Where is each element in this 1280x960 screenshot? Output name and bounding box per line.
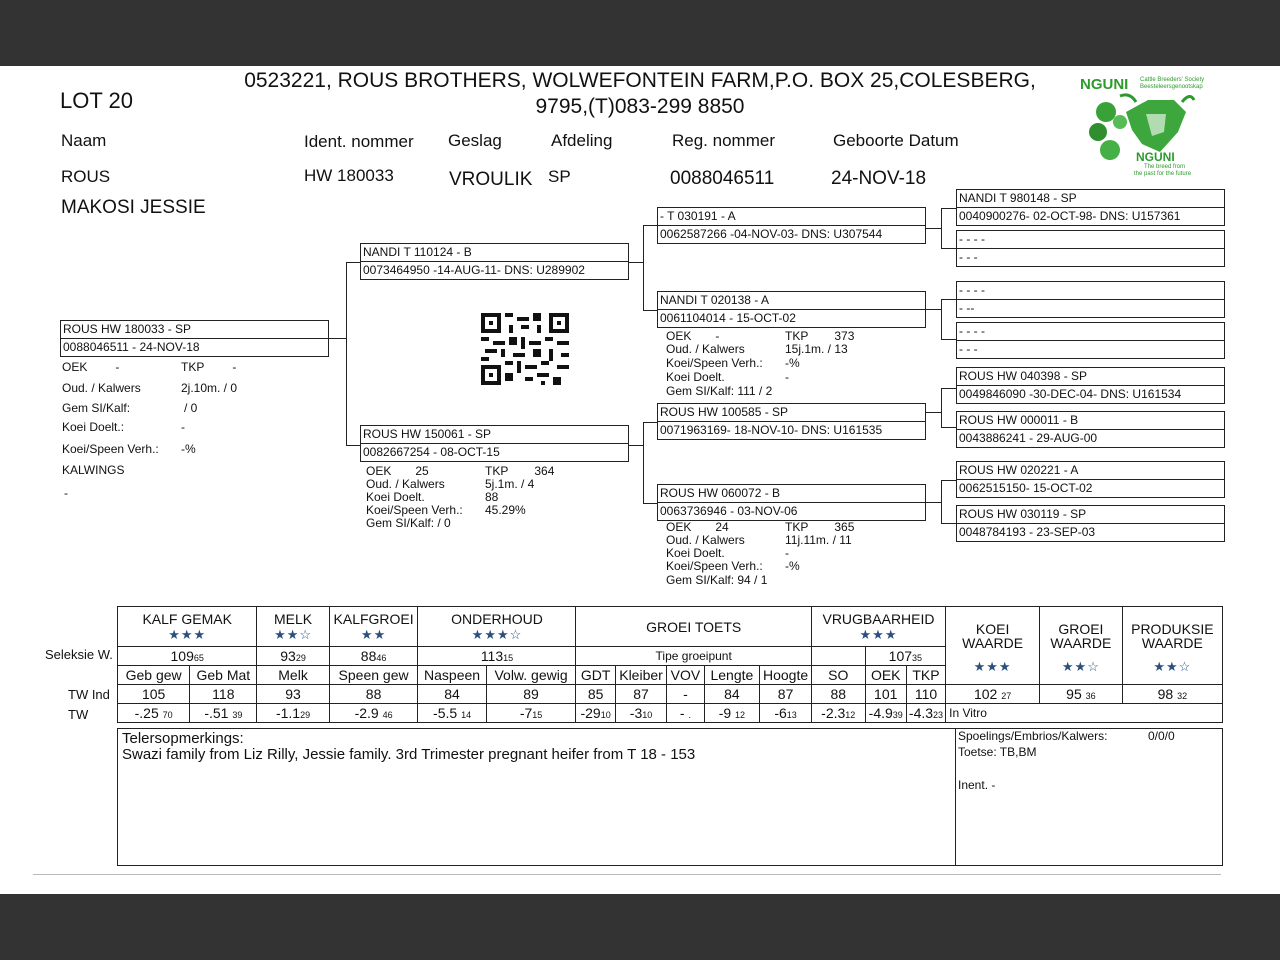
notes-text: Swazi family from Liz Rilly, Jessie family. 3rd Trimester pregnant heifer from T 18 - 153 [122,746,696,763]
dam-oud-label: Oud. / Kalwers [366,477,445,491]
col-header: Hoogte [760,666,812,685]
col-header: Volw. gewig [486,666,576,685]
col-header: SO [811,666,865,685]
twind-cell: 110 [906,685,945,704]
spoelings-value: 0/0/0 [1148,729,1175,743]
breeder-address: 0523221, ROUS BROTHERS, WOLWEFONTEIN FARM,P.O. BOX 25,COLESBERG, 9795,(T)083-299 8850 [244,69,1036,118]
twind-cell: 105 [118,685,190,704]
connector [941,339,956,340]
group-kalf-gemak: KALF GEMAK ★★★ [118,607,257,647]
dam-oek: OEK 25 [366,464,429,478]
gp-dam-sire-box: ROUS HW 100585 - SP 0071963169- 18-NOV-10- DNS: U161535 [657,403,926,440]
label-ident: Ident. nommer [304,132,414,151]
tw-cell: -5.5 14 [418,704,486,723]
twind-cell: 84 [704,685,760,704]
tipe-groeipunt: Tipe groeipunt [576,647,811,666]
subject-koei-label: Koei Doelt.: [62,420,125,434]
tw-cell: -4.323 [906,704,945,723]
value-ident: HW 180033 [304,166,394,185]
sire-id: NANDI T 110124 - B [363,245,472,259]
melk-stars-icon: ★★☆ [274,626,313,642]
gp-sire-sire-box: - T 030191 - A 0062587266 -04-NOV-03- DNS: U307544 [657,207,926,244]
row-label-twind: TW Ind [68,687,110,702]
tw-cell: -2910 [576,704,615,723]
top-bar [0,0,1280,66]
gp-sd-gem: Gem SI/Kalf: 111 / 2 [666,384,773,398]
connector [643,225,657,226]
tw-cell: -310 [615,704,667,723]
ggp-box-8: ROUS HW 030119 - SP 0048784193 - 23-SEP-03 [956,505,1225,542]
gp-dd-oud-value: 11j.11m. / 11 [785,533,852,547]
koei-waarde-value: 102 27 [946,685,1040,704]
sel-kalfgroei: 8846 [329,647,418,666]
connector [926,228,941,229]
subject-reg: 0088046511 - 24-NOV-18 [63,340,200,354]
twind-cell: 88 [811,685,865,704]
subject-speen-label: Koei/Speen Verh.: [62,442,159,456]
col-header: OEK [865,666,906,685]
nguni-logo [1078,72,1212,180]
subject-oud-value: 2j.10m. / 0 [181,381,238,395]
gp-dd-koei-value: - [785,546,789,560]
ggp-box-1: NANDI T 980148 - SP 0040900276- 02-OCT-98- DNS: U157361 [956,189,1225,226]
tw-cell: -2.312 [811,704,865,723]
connector [941,480,956,481]
connector [926,309,941,310]
bottom-bar [0,894,1280,960]
twind-cell: - [667,685,704,704]
value-reg: 0088046511 [670,168,775,189]
group-melk: MELK ★★☆ [257,607,329,647]
connector [346,262,360,263]
qr-code-icon [481,312,569,386]
tw-cell: -.51 39 [190,704,257,723]
gp-sd-oud-label: Oud. / Kalwers [666,342,745,356]
ggp-box-5: ROUS HW 040398 - SP 0049846090 -30-DEC-04- DNS: U161534 [956,367,1225,404]
dam-oud-value: 5j.1m. / 4 [485,477,535,491]
gp-dd-koei-label: Koei Doelt. [666,546,725,560]
connector [941,208,956,209]
connector [941,388,956,389]
subject-speen-value: -% [181,442,196,456]
groei-waarde: GROEI WAARDE ★★☆ [1040,607,1123,685]
subject-gem-label: Gem SI/Kalf: [62,401,131,415]
connector [926,502,941,503]
gp-dd-speen-label: Koei/Speen Verh.: [666,559,763,573]
koei-stars-icon: ★★★ [973,658,1012,674]
twind-cell: 87 [615,685,667,704]
sel-onderhoud: 11315 [418,647,576,666]
logo-tag1: The breed from [1144,164,1186,170]
sel-melk: 9329 [257,647,329,666]
logo-small2: Beesteleersgenootskap [1140,84,1203,90]
gp-sd-koei-value: - [785,370,789,384]
sel-vrugbaarheid: 10735 [865,647,946,666]
gp-dd-speen-value: -% [785,559,800,573]
logo-tag2: the past for the future [1134,171,1192,177]
gp-sire-dam-box: NANDI T 020138 - A 0061104014 - 15-OCT-02 [657,291,926,328]
value-geboorte: 24-NOV-18 [831,168,927,189]
subject-tkp: TKP - [181,360,237,374]
group-vrugbaarheid: VRUGBAARHEID ★★★ [811,607,945,647]
connector [346,262,347,446]
gp-dam-dam-box: ROUS HW 060072 - B 0063736946 - 03-NOV-06 [657,484,926,521]
connector [643,225,644,311]
tw-cell: -1.129 [257,704,329,723]
gp-dd-oek: OEK 24 [666,520,729,534]
subject-koei-value: - [181,420,185,434]
value-geslag: VROULIK [449,169,533,190]
connector [941,427,956,428]
group-kalfgroei: KALFGROEI ★★ [329,607,418,647]
gp-sd-speen-value: -% [785,356,800,370]
tw-cell: -.25 70 [118,704,190,723]
tw-cell: - . [667,704,704,723]
col-header: Lengte [704,666,760,685]
connector [643,503,657,504]
gp-dd-oud-label: Oud. / Kalwers [666,533,745,547]
dam-koei-value: 88 [485,490,499,504]
tw-cell: -715 [486,704,576,723]
subject-box [60,320,329,357]
col-header: Melk [257,666,329,685]
connector [329,338,346,339]
dam-speen-label: Koei/Speen Verh.: [366,503,463,517]
toetse: Toetse: TB,BM [958,745,1037,759]
label-afdeling: Afdeling [551,131,613,150]
tw-cell: -9 12 [704,704,760,723]
col-header: Geb Mat [190,666,257,685]
subject-oud-label: Oud. / Kalwers [62,381,141,395]
col-header: GDT [576,666,615,685]
row-label-tw: TW [68,707,89,722]
twind-cell: 93 [257,685,329,704]
gp-dd-gem: Gem SI/Kalf: 94 / 1 [666,573,768,587]
label-geboorte: Geboorte Datum [833,131,959,150]
produksie-stars-icon: ★★☆ [1153,658,1192,674]
row-label-seleksie: Seleksie W. [45,647,113,662]
connector [643,310,657,311]
tw-cell: -4.939 [865,704,906,723]
col-header: Speen gew [329,666,418,685]
onderhoud-stars-icon: ★★★☆ [471,626,523,642]
groei-waarde-value: 95 36 [1040,685,1123,704]
connector [941,248,956,249]
groei-stars-icon: ★★☆ [1061,658,1100,674]
kalf-gemak-stars-icon: ★★★ [168,626,207,642]
subject-oek: OEK - [62,360,120,374]
connector [926,412,941,413]
value-naam: ROUS [61,167,111,186]
dam-tkp: TKP 364 [485,464,555,478]
kalwings-label: KALWINGS [62,463,125,477]
animal-name: MAKOSI JESSIE [61,197,206,218]
vrugbaarheid-stars-icon: ★★★ [859,626,898,642]
ggp-box-3: - - - - - -- [956,281,1225,318]
gp-dd-tkp: TKP 365 [785,520,855,534]
produksie-waarde: PRODUKSIE WAARDE ★★☆ [1122,607,1222,685]
label-reg: Reg. nommer [672,131,775,150]
value-afdeling: SP [548,167,571,186]
label-naam: Naam [61,131,107,150]
connector [346,445,360,446]
connector [643,422,657,423]
col-header: Geb gew [118,666,190,685]
kalfgroei-stars-icon: ★★ [360,626,387,642]
gp-sd-speen-label: Koei/Speen Verh.: [666,356,763,370]
ggp-box-7: ROUS HW 020221 - A 0062515150- 15-OCT-02 [956,461,1225,498]
ggp-box-2: - - - - - - - [956,230,1225,267]
performance-table [117,606,1223,723]
group-onderhoud: ONDERHOUD ★★★☆ [418,607,576,647]
notes-title: Telersopmerkings: [122,730,244,747]
subject-id: ROUS HW 180033 - SP [63,322,192,336]
connector [941,480,942,524]
twind-cell: 118 [190,685,257,704]
tw-cell: -2.9 46 [329,704,418,723]
gp-sd-oud-value: 15j.1m. / 13 [785,342,848,356]
sel-vrug-empty [811,647,865,666]
connector [941,523,956,524]
twind-cell: 84 [418,685,486,704]
connector [629,262,644,263]
connector [941,388,942,428]
connector [941,299,956,300]
dam-gem: Gem SI/Kalf: / 0 [366,516,451,530]
twind-cell: 87 [760,685,812,704]
col-header: Kleiber [615,666,667,685]
sire-box [360,243,629,280]
dam-speen-value: 45.29% [485,503,526,517]
logo-small1: Cattle Breeders' Society [1140,77,1205,83]
tw-cell: -613 [760,704,812,723]
in-vitro: In Vitro [946,704,1223,723]
dam-box [360,425,629,462]
twind-cell: 101 [865,685,906,704]
dam-id: ROUS HW 150061 - SP [363,427,492,441]
col-header: TKP [906,666,945,685]
connector [941,208,942,249]
inent: Inent. - [958,778,996,792]
connector [941,299,942,340]
spoelings-label: Spoelings/Embrios/Kalwers: [958,729,1108,743]
gp-sd-oek: OEK - [666,329,720,343]
sel-kalf-gemak: 10965 [118,647,257,666]
twind-cell: 88 [329,685,418,704]
connector [643,422,644,504]
ggp-box-6: ROUS HW 000011 - B 0043886241 - 29-AUG-00 [956,411,1225,448]
gp-sd-koei-label: Koei Doelt. [666,370,725,384]
kalwings-value: - [64,486,68,500]
lot-number: LOT 20 [60,88,133,113]
twind-cell: 89 [486,685,576,704]
connector [629,445,644,446]
gp-sd-tkp: TKP 373 [785,329,855,343]
subject-gem-value: / 0 [184,401,198,415]
label-geslag: Geslag [448,131,502,150]
group-groei-toets: GROEI TOETS [576,607,811,647]
ggp-box-4: - - - - - - - [956,322,1225,359]
koei-waarde: KOEI WAARDE ★★★ [946,607,1040,685]
bottom-rule [33,874,1221,875]
logo-title: NGUNI [1080,76,1129,93]
produksie-waarde-value: 98 32 [1122,685,1222,704]
notes-panel [117,728,1223,866]
col-header: Naspeen [418,666,486,685]
twind-cell: 85 [576,685,615,704]
dam-koei-label: Koei Doelt. [366,490,425,504]
dam-reg: 0082667254 - 08-OCT-15 [363,445,500,459]
logo-title2: NGUNI [1136,150,1175,164]
sire-reg: 0073464950 -14-AUG-11- DNS: U289902 [363,263,585,277]
col-header: VOV [667,666,704,685]
